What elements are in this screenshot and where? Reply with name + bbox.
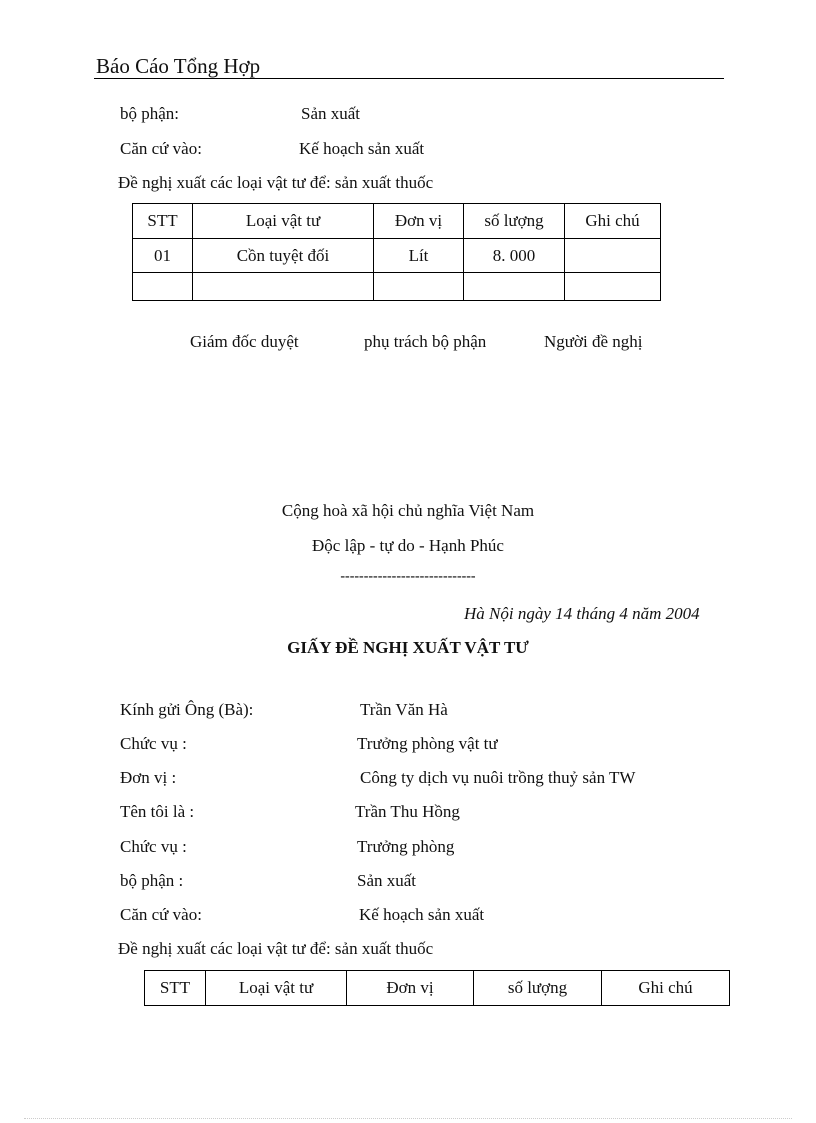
field-value-department-2: Sản xuất (357, 871, 417, 890)
col-header-quantity: số lượng (474, 971, 602, 1006)
field-label-basis: Căn cứ vào: (120, 139, 202, 158)
field-label-department-2: bộ phận : (120, 871, 184, 890)
cell-empty (464, 273, 565, 301)
header-underline (94, 78, 724, 79)
field-value-recipient: Trần Văn Hà (360, 700, 448, 719)
cell-empty (133, 273, 193, 301)
field-value-position: Trưởng phòng vật tư (357, 734, 498, 753)
col-header-quantity: số lượng (464, 204, 565, 239)
page-bottom-border (24, 1118, 792, 1119)
table-header-row (145, 971, 730, 1006)
cell-note (565, 239, 661, 273)
materials-table (132, 203, 661, 301)
col-header-stt: STT (145, 971, 206, 1006)
cell-unit: Lít (374, 239, 464, 273)
table-row-empty (133, 273, 661, 301)
field-value-basis-2: Kế hoạch sản xuất (359, 905, 485, 924)
heading-divider: ----------------------------- (340, 569, 476, 584)
field-label-basis-2: Căn cứ vào: (120, 905, 202, 924)
signature-requester: Người đề nghị (544, 332, 643, 351)
col-header-unit: Đơn vị (374, 204, 464, 239)
cell-quantity: 8. 000 (464, 239, 565, 273)
table-row (133, 239, 661, 273)
request-line: Đề nghị xuất các loại vật tư để: sản xuất thuốc (118, 173, 434, 192)
national-motto: Độc lập - tự do - Hạnh Phúc (312, 536, 504, 555)
cell-material: Cồn tuyệt đối (193, 239, 374, 273)
request-line-2: Đề nghị xuất các loại vật tư để: sản xuất thuốc (118, 939, 434, 958)
field-label-position: Chức vụ : (120, 734, 187, 753)
national-title: Cộng hoà xã hội chủ nghĩa Việt Nam (281, 501, 535, 520)
col-header-stt: STT (133, 204, 193, 239)
col-header-unit: Đơn vị (347, 971, 474, 1006)
report-header-title: Báo Cáo Tổng Hợp (96, 54, 261, 78)
field-label-name: Tên tôi là : (120, 802, 195, 821)
col-header-material: Loại vật tư (206, 971, 347, 1006)
col-header-material: Loại vật tư (193, 204, 374, 239)
field-value-unit: Công ty dịch vụ nuôi trồng thuỷ sản TW (360, 768, 636, 787)
date-place: Hà Nội ngày 14 tháng 4 năm 2004 (464, 604, 700, 623)
field-value-department: Sản xuất (301, 104, 361, 123)
col-header-note: Ghi chú (602, 971, 730, 1006)
field-label-department: bộ phận: (120, 104, 180, 123)
document-title: GIẤY ĐỀ NGHỊ XUẤT VẬT TƯ (287, 638, 529, 657)
cell-empty (193, 273, 374, 301)
materials-table-2 (144, 970, 730, 1006)
field-value-basis: Kế hoạch sản xuất (299, 139, 425, 158)
cell-empty (565, 273, 661, 301)
field-value-position-2: Trưởng phòng (357, 837, 455, 856)
signature-dept-head: phụ trách bộ phận (364, 332, 487, 351)
table-header-row (133, 204, 661, 239)
signature-director: Giám đốc duyệt (190, 332, 299, 351)
cell-empty (374, 273, 464, 301)
field-label-recipient: Kính gửi Ông (Bà): (120, 700, 254, 719)
cell-stt: 01 (133, 239, 193, 273)
field-value-name: Trần Thu Hồng (355, 802, 460, 821)
field-label-unit: Đơn vị : (120, 768, 177, 787)
col-header-note: Ghi chú (565, 204, 661, 239)
field-label-position-2: Chức vụ : (120, 837, 187, 856)
